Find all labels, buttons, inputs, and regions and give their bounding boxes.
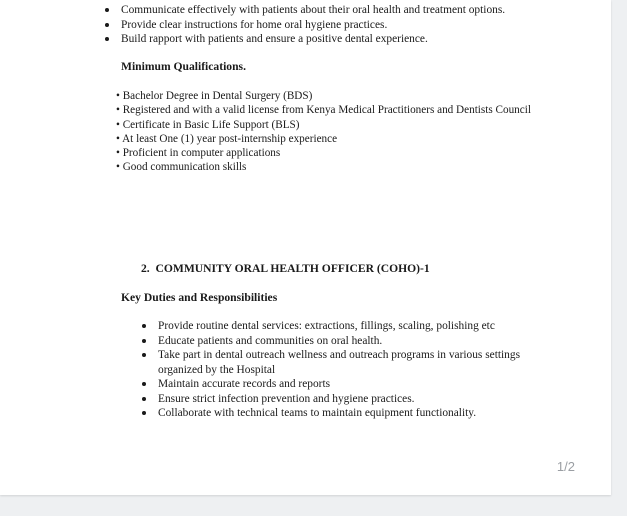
page-indicator: 1/2	[556, 459, 575, 474]
list-item: Provide routine dental services: extractions, fillings, scaling, polishing etc	[158, 319, 563, 334]
min-qualifications-list	[116, 89, 576, 175]
list-item: Maintain accurate records and reports	[158, 377, 563, 392]
bullet-icon	[142, 382, 146, 386]
list-item: Build rapport with patients and ensure a positive dental experience.	[121, 32, 505, 47]
bullet-icon	[142, 411, 146, 415]
list-item: Take part in dental outreach wellness and outreach programs in various settings organized by the Hospital	[158, 348, 563, 377]
min-qualifications-heading: Minimum Qualifications.	[121, 60, 246, 73]
section-title: 2. COMMUNITY ORAL HEALTH OFFICER (COHO)-1	[141, 262, 430, 275]
list-item: • Certificate in Basic Life Support (BLS)	[116, 118, 300, 131]
duties-heading: Key Duties and Responsibilities	[121, 291, 278, 304]
section2-duties-list	[158, 319, 563, 421]
list-item: • Bachelor Degree in Dental Surgery (BDS)	[116, 90, 313, 102]
list-item: Provide clear instructions for home oral hygiene practices.	[121, 18, 505, 33]
list-item: • Proficient in computer applications	[116, 147, 281, 160]
bullet-icon	[105, 23, 109, 27]
list-item: Educate patients and communities on oral health.	[158, 334, 563, 349]
bullet-icon	[142, 397, 146, 401]
bullet-icon	[142, 324, 146, 328]
bullet-icon	[105, 37, 109, 41]
list-item: Collaborate with technical teams to maintain equipment functionality.	[158, 406, 563, 421]
bullet-icon	[105, 8, 109, 12]
top-duties-list	[121, 3, 505, 47]
list-item: • At least One (1) year post-internship experience	[116, 132, 338, 145]
list-item: • Registered and with a valid license from Kenya Medical Practitioners and Dentists Council	[116, 104, 531, 117]
bullet-icon	[142, 339, 146, 343]
bullet-icon	[142, 353, 146, 357]
list-item: • Good communication skills	[116, 161, 247, 174]
list-item: Ensure strict infection prevention and hygiene practices.	[158, 392, 563, 407]
list-item: Communicate effectively with patients about their oral health and treatment options.	[121, 3, 505, 18]
